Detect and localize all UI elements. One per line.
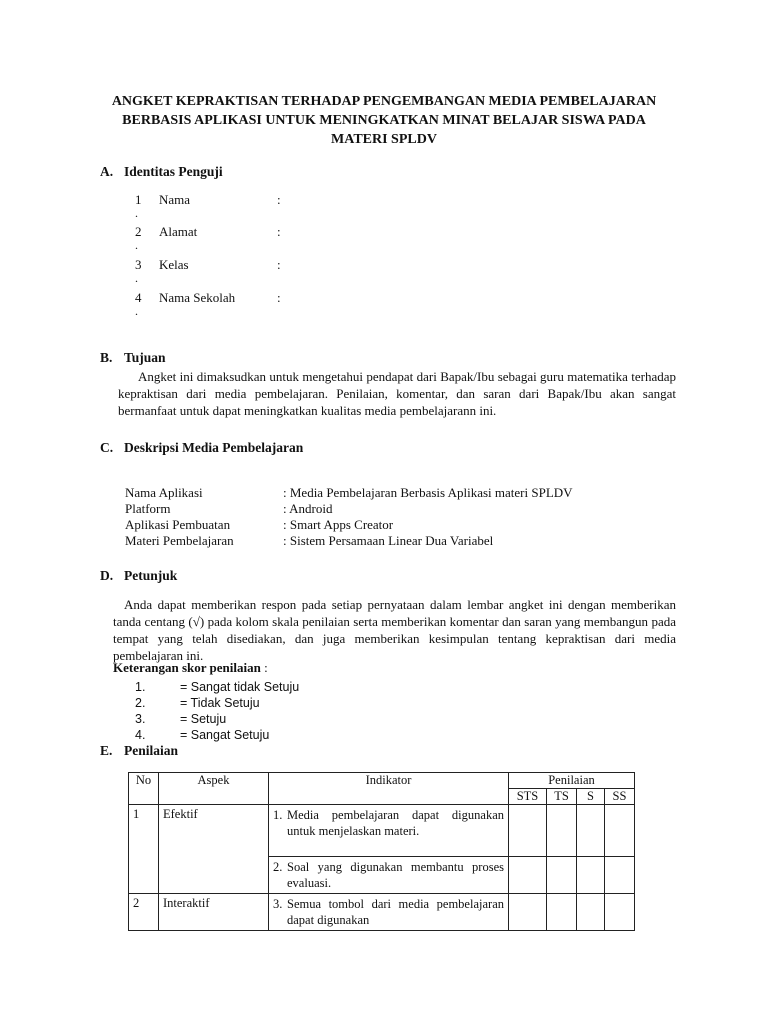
identity-label: Nama bbox=[159, 192, 191, 207]
rating-cell-ts[interactable] bbox=[547, 805, 577, 857]
rating-cell-ss[interactable] bbox=[605, 894, 635, 931]
header-penilaian: Penilaian bbox=[509, 773, 635, 789]
score-num: 4. bbox=[135, 728, 146, 742]
indikator-num: 2. bbox=[273, 860, 283, 874]
score-legend-title bbox=[113, 660, 268, 676]
section-d-paragraph bbox=[113, 596, 676, 664]
indikator-text: Soal yang digunakan membantu proses evaluasi. bbox=[287, 860, 504, 890]
section-b-title: Tujuan bbox=[124, 350, 166, 365]
title-line-2: BERBASIS APLIKASI UNTUK MENINGKATKAN MINAT BELAJAR SISWA PADA bbox=[122, 113, 646, 128]
desc-value: : Smart Apps Creator bbox=[283, 517, 394, 532]
rating-cell-ts[interactable] bbox=[547, 857, 577, 894]
score-num: 3. bbox=[135, 712, 146, 726]
identity-colon: : bbox=[277, 224, 281, 239]
row-no: 2 bbox=[129, 894, 159, 931]
desc-key: Platform bbox=[125, 501, 171, 516]
section-a-heading bbox=[100, 164, 223, 180]
score-num: 1. bbox=[135, 680, 146, 694]
identity-colon: : bbox=[277, 192, 281, 207]
identity-num: 1 bbox=[135, 192, 142, 207]
rating-cell-ts[interactable] bbox=[547, 894, 577, 931]
section-e-title: Penilaian bbox=[124, 743, 179, 758]
section-a-title: Identitas Penguji bbox=[124, 164, 223, 179]
table-row bbox=[129, 894, 635, 931]
desc-value: : Sistem Persamaan Linear Dua Variabel bbox=[283, 533, 494, 548]
title-line-3: MATERI SPLDV bbox=[331, 132, 437, 147]
rating-cell-s[interactable] bbox=[577, 894, 605, 931]
section-d-heading bbox=[100, 568, 177, 584]
identity-dot: . bbox=[135, 206, 138, 220]
section-c-title: Deskripsi Media Pembelajaran bbox=[124, 440, 304, 455]
identity-num: 3 bbox=[135, 257, 142, 272]
identity-label: Kelas bbox=[159, 257, 189, 272]
rating-cell-sts[interactable] bbox=[509, 857, 547, 894]
section-b-heading bbox=[100, 350, 166, 366]
section-c-heading bbox=[100, 440, 303, 456]
identity-colon: : bbox=[277, 257, 281, 272]
rating-cell-s[interactable] bbox=[577, 857, 605, 894]
score-legend-title-text: Keterangan skor penilaian bbox=[113, 660, 261, 675]
title-line-1: ANGKET KEPRAKTISAN TERHADAP PENGEMBANGAN MEDIA PEMBELAJARAN bbox=[111, 94, 657, 109]
indikator-text: Semua tombol dari media pembelajaran dapat digunakan bbox=[287, 897, 504, 927]
header-ss: SS bbox=[605, 789, 635, 805]
desc-key: Materi Pembelajaran bbox=[125, 533, 234, 548]
section-c-letter: C. bbox=[100, 440, 114, 455]
section-d-letter: D. bbox=[100, 568, 114, 583]
rating-cell-ss[interactable] bbox=[605, 857, 635, 894]
row-indikator bbox=[269, 857, 509, 894]
indikator-text: Media pembelajaran dapat digunakan untuk menjelaskan materi. bbox=[287, 808, 504, 838]
row-indikator bbox=[269, 805, 509, 857]
score-num: 2. bbox=[135, 696, 146, 710]
score-text: = Tidak Setuju bbox=[180, 696, 260, 710]
section-a-letter: A. bbox=[100, 164, 114, 179]
tujuan-text: Angket ini dimaksudkan untuk mengetahui pendapat dari Bapak/Ibu sebagai guru matematika terhadap kepraktisan dari media pembelajaran. Penilaian, komentar, dan saran dari Bapak/Ibu akan sangat bermanfaat untuk dapat meningkatkan kualitas media pembelajarann ini. bbox=[118, 369, 676, 418]
header-ts: TS bbox=[547, 789, 577, 805]
header-s: S bbox=[577, 789, 605, 805]
desc-key: Nama Aplikasi bbox=[125, 485, 203, 500]
score-legend-colon: : bbox=[260, 660, 268, 675]
score-text: = Setuju bbox=[180, 712, 227, 726]
rating-cell-s[interactable] bbox=[577, 805, 605, 857]
identity-label: Nama Sekolah bbox=[159, 290, 236, 305]
rating-cell-sts[interactable] bbox=[509, 805, 547, 857]
header-sts: STS bbox=[509, 789, 547, 805]
section-b-paragraph bbox=[118, 368, 676, 419]
assessment-table bbox=[128, 772, 635, 931]
indikator-num: 3. bbox=[273, 897, 283, 911]
document-title bbox=[100, 92, 668, 149]
section-b-letter: B. bbox=[100, 350, 113, 365]
row-no: 1 bbox=[129, 805, 159, 894]
identity-dot: . bbox=[135, 304, 138, 318]
table-row bbox=[129, 805, 635, 857]
section-e-heading bbox=[100, 743, 178, 759]
identity-num: 2 bbox=[135, 224, 142, 239]
row-indikator bbox=[269, 894, 509, 931]
identity-dot: . bbox=[135, 238, 138, 252]
desc-key: Aplikasi Pembuatan bbox=[125, 517, 231, 532]
section-e-letter: E. bbox=[100, 743, 113, 758]
desc-value: : Android bbox=[283, 501, 333, 516]
rating-cell-ss[interactable] bbox=[605, 805, 635, 857]
score-text: = Sangat Setuju bbox=[180, 728, 270, 742]
row-aspek: Interaktif bbox=[159, 894, 269, 931]
header-no: No bbox=[129, 773, 159, 805]
rating-cell-sts[interactable] bbox=[509, 894, 547, 931]
row-aspek: Efektif bbox=[159, 805, 269, 894]
header-indikator: Indikator bbox=[269, 773, 509, 805]
indikator-num: 1. bbox=[273, 808, 283, 822]
identity-num: 4 bbox=[135, 290, 142, 305]
petunjuk-text: Anda dapat memberikan respon pada setiap pernyataan dalam lembar angket ini dengan memberikan tanda centang (√) pada kolom skala penilaian serta memberikan komentar dan saran yang membangun pada tempat yang telah disediakan, dan juga memberikan kesimpulan tentang kepraktisan dari media pembelajaran ini. bbox=[113, 597, 676, 663]
identity-dot: . bbox=[135, 271, 138, 285]
identity-label: Alamat bbox=[159, 224, 198, 239]
section-d-title: Petunjuk bbox=[124, 568, 178, 583]
identity-colon: : bbox=[277, 290, 281, 305]
header-aspek: Aspek bbox=[159, 773, 269, 805]
desc-value: : Media Pembelajaran Berbasis Aplikasi materi SPLDV bbox=[283, 485, 573, 500]
score-text: = Sangat tidak Setuju bbox=[180, 680, 300, 694]
